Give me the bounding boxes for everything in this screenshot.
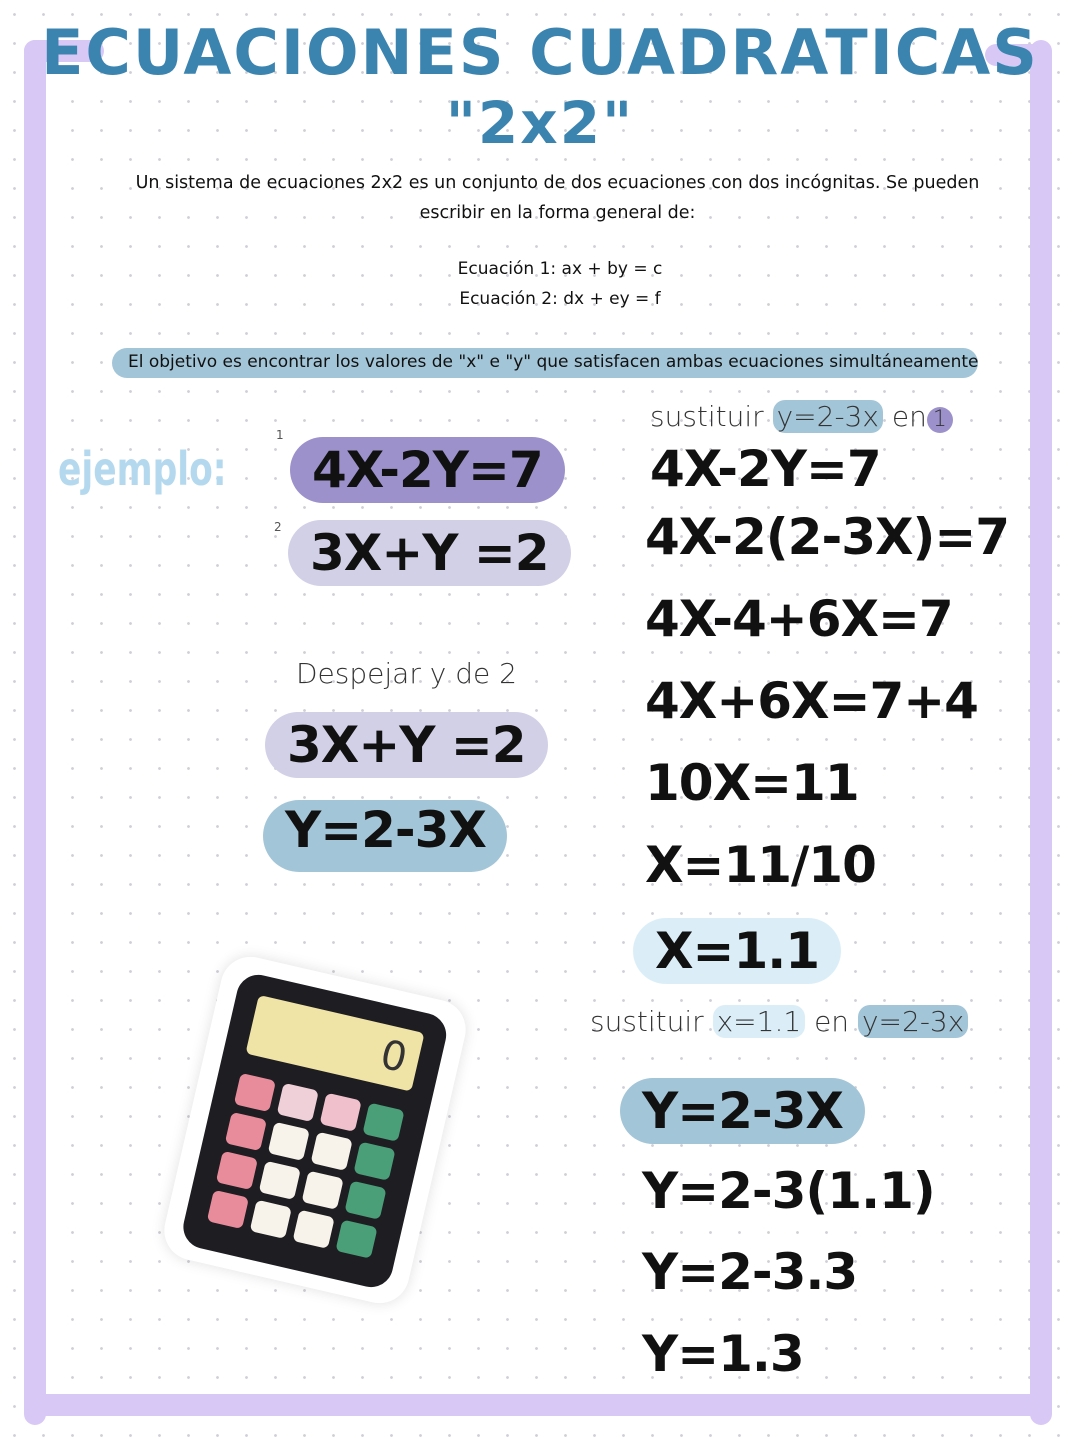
substitution-note-1 — [650, 400, 953, 434]
step: Y=2-3.3 — [642, 1243, 858, 1301]
step: Y=2-3X — [620, 1078, 865, 1144]
step: 4X-4+6X=7 — [645, 590, 953, 648]
step: 4X+6X=7+4 — [645, 672, 978, 730]
eq1-index: 1 — [276, 428, 284, 442]
note-expr: y=2-3x — [858, 1005, 968, 1038]
frame-bottom — [24, 1394, 1052, 1416]
page-title: ECUACIONES CUADRATICAS — [41, 16, 1039, 89]
equation-ref-badge: 1 — [927, 407, 953, 433]
equation-1: 4X-2Y=7 — [290, 437, 565, 503]
step: 4X-2(2-3X)=7 — [645, 508, 1010, 566]
intro-text: Un sistema de ecuaciones 2x2 es un conjunto de dos ecuaciones con dos incógnitas. Se pueden escribir en la forma general de: — [135, 173, 980, 223]
eq2-index: 2 — [274, 520, 282, 534]
formula-1: Ecuación 1: ax + by = c — [457, 259, 663, 279]
note-mid: en — [891, 400, 927, 433]
isolate-step-1: 3X+Y =2 — [265, 712, 548, 778]
calculator-sticker — [158, 951, 471, 1309]
page-subtitle: "2x2" — [445, 89, 635, 157]
note-value: x=1.1 — [713, 1005, 806, 1038]
substitution-note-2 — [590, 1005, 968, 1039]
note-prefix: sustituir — [590, 1005, 704, 1038]
frame-right — [1030, 40, 1052, 1425]
formula-2: Ecuación 2: dx + ey = f — [459, 289, 661, 309]
step: 4X-2Y=7 — [650, 440, 881, 498]
result-x: X=1.1 — [633, 918, 841, 984]
frame-left — [24, 40, 46, 1425]
step: 10X=11 — [645, 754, 859, 812]
result-y: Y=1.3 — [642, 1325, 804, 1383]
calculator-display: 0 — [245, 995, 424, 1092]
step: X=11/10 — [645, 836, 876, 894]
equation-2: 3X+Y =2 — [288, 520, 571, 586]
note-expr: y=2-3x — [773, 400, 883, 433]
calculator-icon — [179, 970, 451, 1291]
isolate-step-2: Y=2-3X — [263, 800, 507, 872]
example-label: ejemplo: — [58, 442, 227, 496]
step: Y=2-3(1.1) — [642, 1162, 935, 1220]
calculator-keys — [207, 1073, 405, 1259]
isolate-note: Despejar y de 2 — [296, 657, 517, 690]
goal-text: El objetivo es encontrar los valores de "x" e "y" que satisfacen ambas ecuaciones simultáneamente — [112, 348, 978, 378]
note-mid: en — [814, 1005, 850, 1038]
note-prefix: sustituir — [650, 400, 764, 433]
